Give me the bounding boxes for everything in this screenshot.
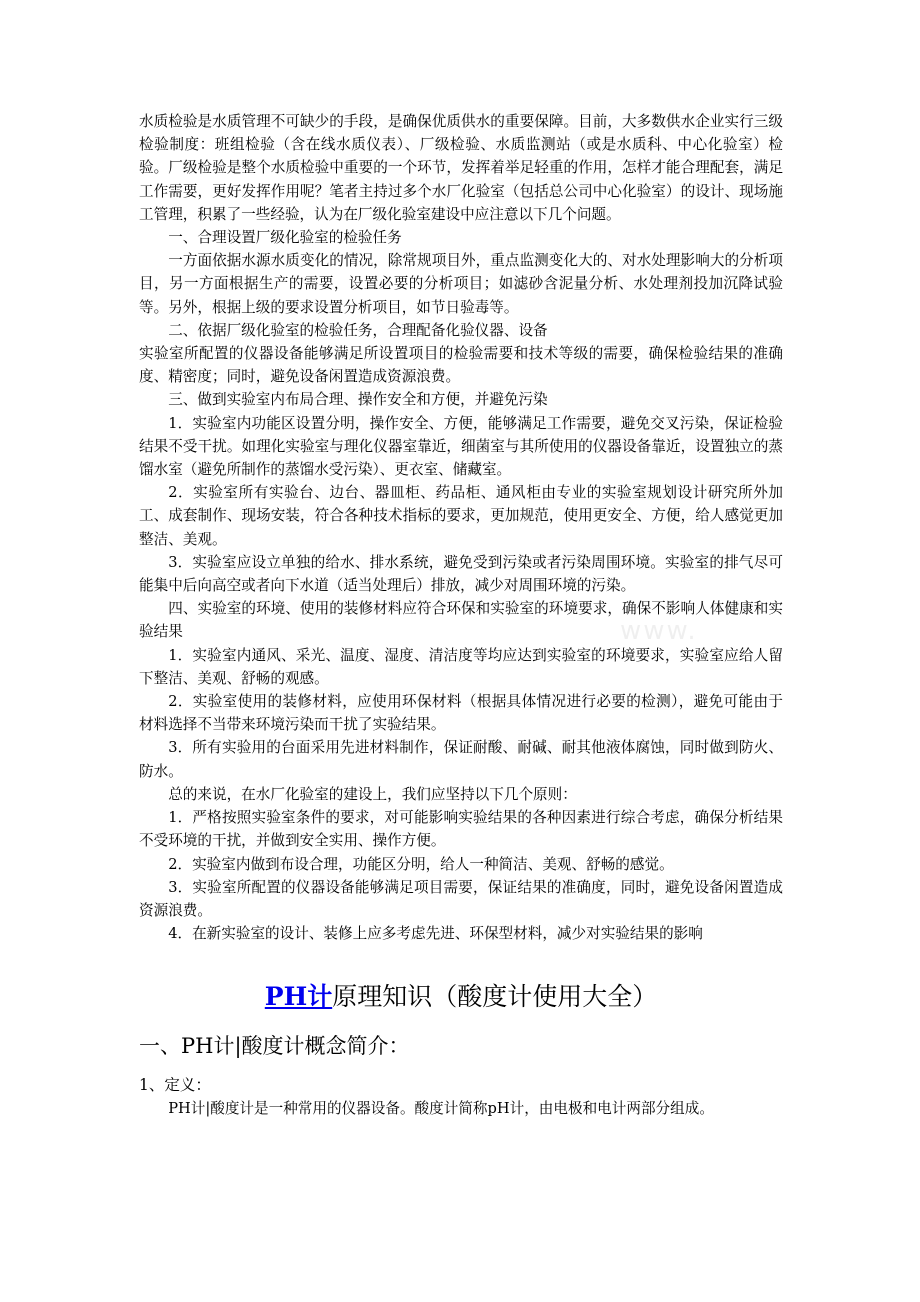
- section-2-heading: 二、依据厂级化验室的检验任务，合理配备化验仪器、设备: [168, 321, 548, 339]
- section-4-item: 3．所有实验用的台面采用先进材料制作，保证耐酸、耐碱、耐其他液体腐蚀，同时做到防火、防水。: [139, 739, 783, 780]
- article-title: [139, 981, 783, 1013]
- summary-item: 3．实验室所配置的仪器设备能够满足项目需要，保证结果的准确度，同时，避免设备闲置造成资源浪费。: [139, 878, 783, 919]
- summary-item: 1．严格按照实验室条件的要求，对可能影响实验结果的各种因素进行综合考虑，确保分析结果不受环境的干扰，并做到安全实用、操作方便。: [139, 809, 783, 850]
- section-3-heading: 三、做到实验室内布局合理、操作安全和方便，并避免污染: [168, 391, 548, 409]
- section-4-item: 2．实验室使用的装修材料，应使用环保材料（根据具体情况进行必要的检测），避免可能由于材料选择不当带来环境污染而干扰了实验结果。: [139, 693, 783, 734]
- title-text: 原理知识（酸度计使用大全）: [332, 982, 658, 1012]
- ph-meter-link[interactable]: PH计: [264, 982, 333, 1012]
- concept-heading: 一、PH计|酸度计概念简介：: [139, 1034, 410, 1059]
- summary-item: 2．实验室内做到布设合理，功能区分明，给人一种简洁、美观、舒畅的感觉。: [168, 855, 674, 873]
- section-1-body: 一方面依据水源水质变化的情况，除常规项目外，重点监测变化大的、对水处理影响大的分析项目，另一方面根据生产的需要，设置必要的分析项目；如滤砂含泥量分析、水处理剂投加沉降试验等。另外，根据上级的要求设置分析项目，如节日验毒等。: [139, 252, 783, 316]
- section-3-item: 2．实验室所有实验台、边台、器皿柜、药品柜、通风柜由专业的实验室规划设计研究所外加工、成套制作、现场安装，符合各种技术指标的要求，更加规范，使用更安全、方便，给人感觉更加整洁、美观。: [139, 484, 783, 548]
- watermark: www.: [620, 616, 698, 646]
- summary-item: 4．在新实验室的设计、装修上应多考虑先进、环保型材料，减少对实验结果的影响: [168, 925, 703, 943]
- section-4-item: 1．实验室内通风、采光、温度、湿度、清洁度等均应达到实验室的环境要求，实验室应给人留下整洁、美观、舒畅的观感。: [139, 646, 783, 687]
- section-1-heading: 一、合理设置厂级化验室的检验任务: [168, 229, 402, 247]
- definition-heading: 1、定义：: [139, 1076, 211, 1095]
- section-4-heading: 四、实验室的环境、使用的装修材料应符合环保和实验室的环境要求，确保不影响人体健康和实验结果: [139, 600, 783, 641]
- summary-heading: 总的来说，在水厂化验室的建设上，我们应坚持以下几个原则：: [168, 785, 577, 803]
- section-3-item: 3．实验室应设立单独的给水、排水系统，避免受到污染或者污染周围环境。实验室的排气尽可能集中后向高空或者向下水道（适当处理后）排放，减少对周围环境的污染。: [139, 553, 783, 595]
- section-2-body: 实验室所配置的仪器设备能够满足所设置项目的检验需要和技术等级的需要，确保检验结果的准确度、精密度；同时，避免设备闲置造成资源浪费。: [139, 345, 783, 386]
- section-3-item: 1．实验室内功能区设置分明，操作安全、方便，能够满足工作需要，避免交叉污染，保证检验结果不受干扰。如理化实验室与理化仪器室靠近，细菌室与其所使用的仪器设备靠近，设置独立的蒸馏水室（避免所制作的蒸馏水受污染）、更衣室、储藏室。: [139, 414, 783, 479]
- intro-paragraph: 水质检验是水质管理不可缺少的手段，是确保优质供水的重要保障。目前，大多数供水企业实行三级检验制度：班组检验（含在线水质仪表）、厂级检验、水质监测站（或是水质科、中心化验室）检验。厂级检验是整个水质检验中重要的一个环节，发挥着举足轻重的作用，怎样才能合理配套，满足工作需要，更好发挥作用呢？笔者主持过多个水厂化验室（包括总公司中心化验室）的设计、现场施工管理，积累了一些经验，认为在厂级化验室建设中应注意以下几个问题。: [139, 113, 783, 223]
- document-body: [139, 110, 783, 1121]
- definition-text: PH计|酸度计是一种常用的仪器设备。酸度计简称pH计，由电极和电计两部分组成。: [168, 1100, 714, 1118]
